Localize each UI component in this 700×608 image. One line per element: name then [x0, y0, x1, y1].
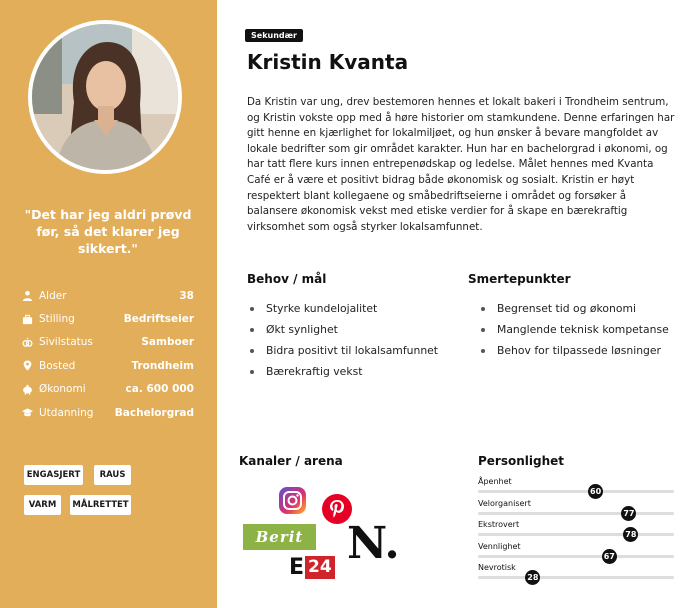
tag-varm: VARM [24, 495, 61, 515]
briefcase-icon [22, 314, 33, 325]
slider-track [478, 576, 674, 579]
info-label: Utdanning [39, 406, 94, 419]
list-item [250, 298, 450, 319]
trait-slider [478, 499, 674, 521]
goal-text: Økt synlighet [266, 323, 338, 336]
info-row-bosted [22, 354, 194, 377]
list-item [250, 319, 450, 340]
info-label: Sivilstatus [39, 336, 93, 349]
pains-title: Smertepunkter [468, 272, 571, 286]
info-label: Bosted [39, 359, 76, 372]
persona-bio: Da Kristin var ung, drev bestemoren hennes et lokalt bakeri i Trondheim sentrum, og Kristin vokste opp med å høre historier om stamkundene. Denne erfaringen har gitt henne en kjærlighet for lokalmiljøet, og hun ønsker å bevare mangfoldet av lokale bedrifter som gir området karakter. Hun har en bachelorgrad i økonomi, og har tatt flere kurs innen entrepenødskap og ledelse. Målet hennes med Kvanta Café er å være et positivt bidrag både økonomisk og sosialt. Kristin er høyt respektert blant kollegaene og småbedriftseierne i området og forsøker å balansere økonomisk vekst med etiske verdier for å skape en bærekraftig virksomhet som også styrker lokalsamfunnet. [247, 96, 675, 233]
personality-sliders [478, 477, 674, 585]
slider-knob: 28 [525, 570, 540, 585]
bullet-icon [250, 328, 254, 332]
bullet-icon [481, 307, 485, 311]
bullet-icon [481, 328, 485, 332]
trait-label: Ekstrovert [478, 520, 520, 529]
info-row-alder [22, 284, 194, 307]
info-value: Bedriftseier [123, 313, 194, 326]
status-badge: Sekundær [245, 29, 303, 42]
list-item [481, 298, 681, 319]
goal-text: Styrke kundelojalitet [266, 302, 378, 315]
trait-slider [478, 477, 674, 499]
list-item [250, 361, 450, 382]
persona-quote: "Det har jeg aldri prøvd før, så det klarer jeg sikkert." [24, 207, 192, 256]
list-item [481, 340, 681, 361]
slider-knob: 78 [623, 527, 638, 542]
goals-title: Behov / mål [247, 272, 327, 286]
e24-letter: E [289, 555, 305, 580]
info-value: ca. 600 000 [125, 383, 194, 396]
slider-track [478, 512, 674, 515]
bullet-icon [481, 349, 485, 353]
piggy-bank-icon [22, 384, 33, 395]
pain-text: Begrenset tid og økonomi [497, 302, 636, 315]
info-label: Økonomi [39, 383, 86, 396]
info-row-stilling [22, 307, 194, 330]
slider-knob: 77 [621, 506, 636, 521]
info-row-okonomi [22, 378, 194, 401]
pain-text: Manglende teknisk kompetanse [497, 323, 669, 336]
info-value: Bachelorgrad [114, 406, 194, 419]
tag-raus: RAUS [94, 465, 131, 485]
tag-engasjert: ENGASJERT [24, 465, 83, 485]
bullet-icon [250, 349, 254, 353]
trait-slider [478, 520, 674, 542]
slider-knob: 60 [588, 484, 603, 499]
instagram-glyph [279, 487, 306, 514]
info-row-utdanning [22, 401, 194, 424]
trait-label: Åpenhet [478, 477, 512, 486]
persona-main [217, 0, 700, 608]
location-pin-icon [22, 360, 33, 371]
list-item [481, 319, 681, 340]
trait-label: Vennlighet [478, 541, 521, 551]
persona-name: Kristin Kvanta [247, 50, 409, 74]
trait-slider [478, 542, 674, 564]
berit-logo: Berit [243, 524, 316, 550]
goal-text: Bidra positivt til lokalsamfunnet [266, 344, 439, 357]
slider-track [478, 555, 674, 558]
info-row-sivilstatus [22, 331, 194, 354]
info-label: Alder [39, 289, 67, 302]
e24-number: 24 [305, 556, 335, 579]
pain-text: Behov for tilpassede løsninger [497, 344, 661, 357]
graduation-cap-icon [22, 407, 33, 418]
slider-track [478, 490, 674, 493]
channels-title: Kanaler / arena [239, 454, 343, 468]
pains-list [481, 298, 681, 361]
info-value: Samboer [141, 336, 194, 349]
tag-malrettet: MÅLRETTET [70, 495, 131, 515]
avatar-photo [32, 24, 178, 170]
rings-icon [22, 337, 33, 348]
persona-info-list [22, 284, 194, 424]
list-item [250, 340, 450, 361]
trait-label: Nevrotisk [478, 563, 516, 572]
personality-title: Personlighet [478, 454, 565, 468]
e24-logo [289, 554, 341, 581]
info-label: Stilling [39, 313, 75, 326]
goals-list [250, 298, 450, 382]
persona-sidebar [0, 0, 217, 608]
instagram-icon [279, 487, 306, 514]
trait-label: Velorganisert [478, 498, 531, 508]
trait-slider [478, 563, 674, 585]
n-logo: N. [347, 518, 400, 569]
slider-knob: 67 [602, 549, 617, 564]
info-value: 38 [179, 289, 194, 302]
info-value: Trondheim [131, 359, 194, 372]
goal-text: Bærekraftig vekst [266, 365, 363, 378]
user-icon [22, 290, 33, 301]
bullet-icon [250, 307, 254, 311]
slider-track [478, 533, 674, 536]
bullet-icon [250, 370, 254, 374]
avatar [28, 20, 182, 174]
